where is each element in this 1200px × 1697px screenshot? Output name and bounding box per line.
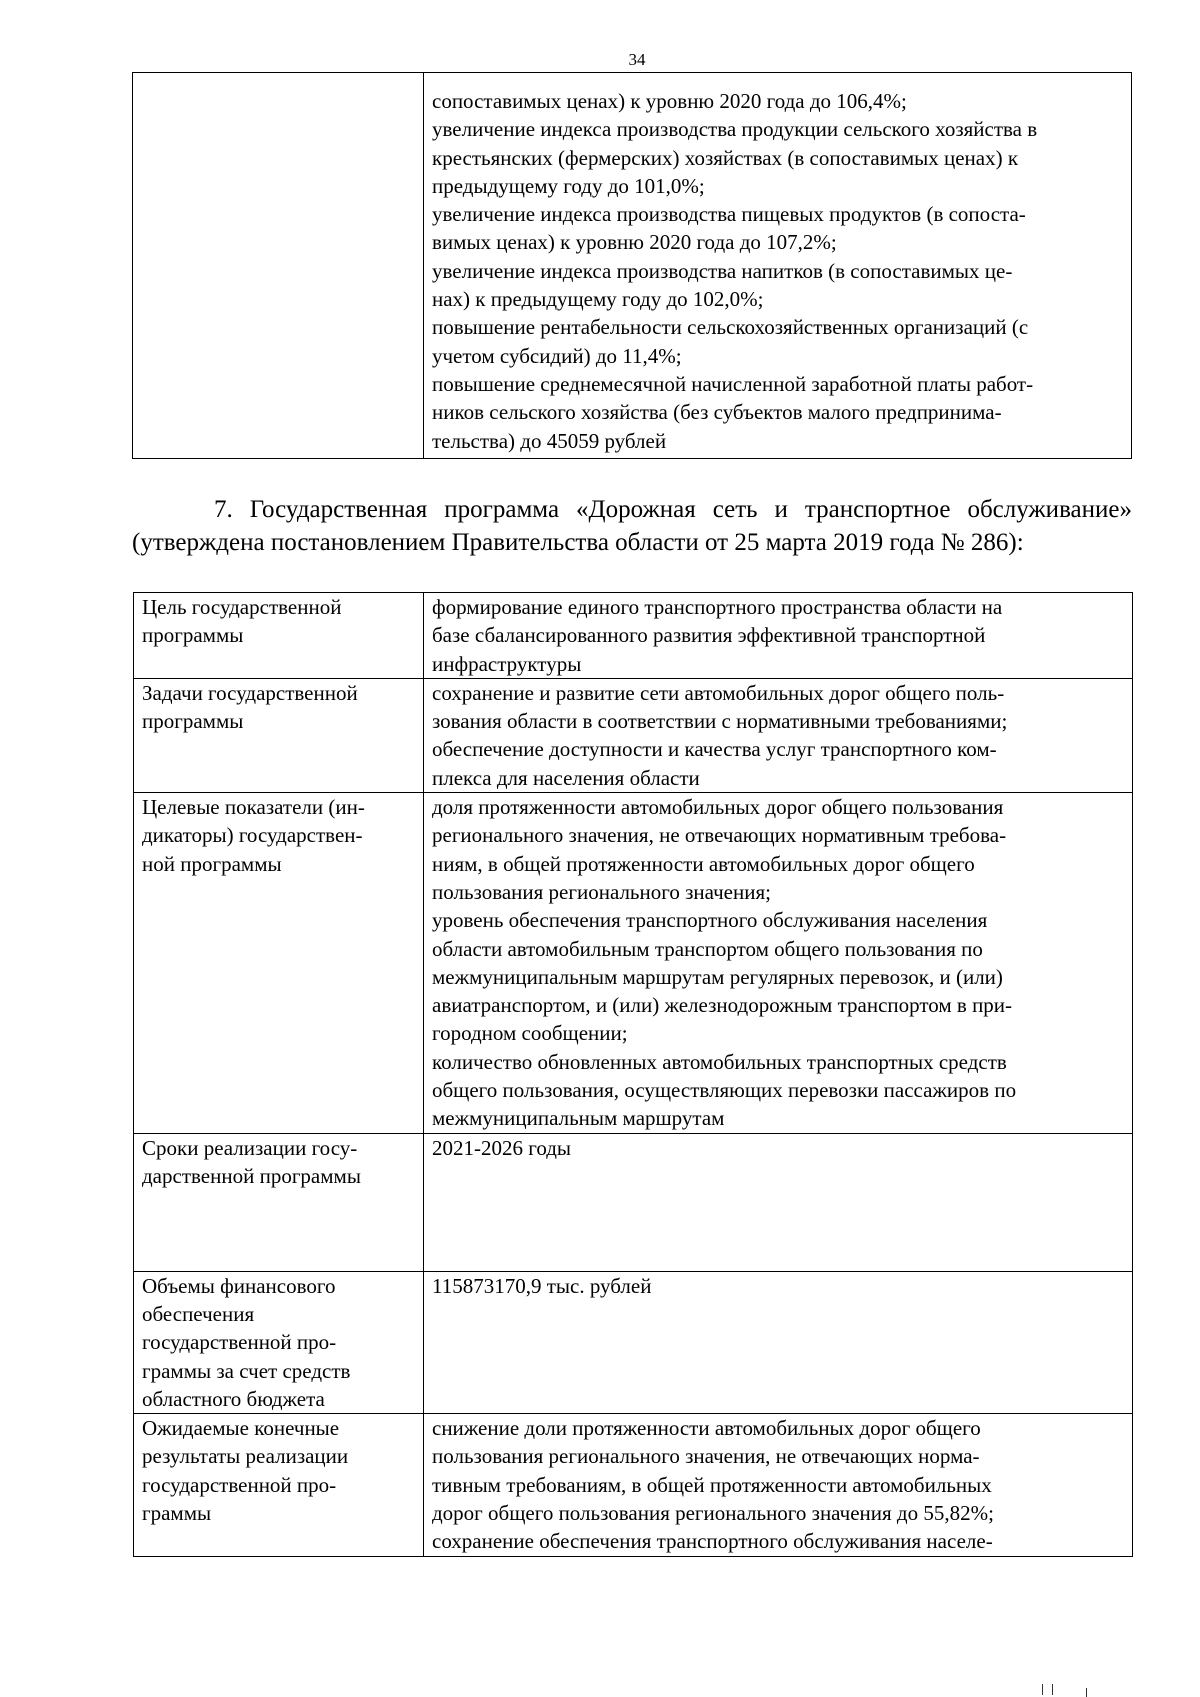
label-line: дарственной программы	[142, 1163, 361, 1188]
row-label	[134, 678, 424, 792]
value-line: инфраструктуры	[432, 651, 582, 676]
program-passport-table	[133, 592, 1133, 1557]
text-line: увеличение индекса производства напитков (в сопоставимых це-	[432, 258, 1013, 283]
row-label	[134, 1133, 424, 1271]
continuation-label-cell	[133, 73, 424, 459]
label-line: государственной про-	[142, 1472, 337, 1497]
continuation-table	[132, 72, 1132, 459]
value-line: сохранение и развитие сети автомобильных дорог общего поль-	[432, 680, 1005, 705]
row-label	[134, 1414, 424, 1556]
value-line: дорог общего пользования регионального значения до 55,82%;	[432, 1501, 994, 1526]
scan-mark	[1086, 1688, 1087, 1697]
label-line: программы	[142, 623, 244, 648]
page-number: 34	[628, 50, 646, 69]
label-line: областного бюджета	[142, 1386, 325, 1411]
row-value	[424, 678, 1133, 792]
value-line: обеспечение доступности и качества услуг транспортного ком-	[432, 737, 997, 762]
text-line: увеличение индекса производства продукции сельского хозяйства в	[432, 117, 1038, 142]
row-label	[134, 1271, 424, 1413]
label-line: государственной про-	[142, 1330, 337, 1355]
value-line: плекса для населения области	[432, 765, 700, 790]
value-line: доля протяженности автомобильных дорог общего пользования	[432, 795, 1004, 820]
table-row-terms	[134, 1133, 1133, 1271]
value-line: уровень обеспечения транспортного обслуживания населения	[432, 908, 988, 933]
row-value	[424, 1133, 1133, 1271]
text-line: сопоставимых ценах) к уровню 2020 года до 106,4%;	[432, 89, 907, 113]
table-row-results	[134, 1414, 1133, 1556]
text-line: предыдущему году до 101,0%;	[432, 173, 705, 198]
row-value	[424, 793, 1133, 1134]
value-line: базе сбалансированного развития эффективной транспортной	[432, 623, 986, 648]
value-line: 2021-2026 годы	[432, 1135, 572, 1160]
label-line: Сроки реализации госу-	[142, 1135, 358, 1160]
continuation-row	[133, 73, 1132, 459]
value-line: зования области в соответствии с нормативными требованиями;	[432, 709, 1008, 734]
label-line: граммы	[142, 1501, 212, 1526]
label-line: ной программы	[142, 851, 282, 876]
value-line: снижение доли протяженности автомобильных дорог общего	[432, 1416, 981, 1441]
label-line: Объемы финансового	[142, 1273, 336, 1298]
text-line: нах) к предыдущему году до 102,0%;	[432, 287, 764, 312]
row-label	[134, 793, 424, 1134]
section-heading: 7. Государственная программа «Дорожная сеть и транспортное обслуживание» (утверждена постановлением Правительства области от 25 марта 2019 года № 286):	[132, 496, 1132, 556]
text-line: ников сельского хозяйства (без субъектов малого предпринима-	[432, 400, 1002, 425]
row-value	[424, 1271, 1133, 1413]
row-label	[134, 593, 424, 679]
value-line: регионального значения, не отвечающих нормативным требова-	[432, 823, 1007, 848]
value-line: авиатранспортом, и (или) железнодорожным транспортом в при-	[432, 993, 1013, 1018]
text-line: учетом субсидий) до 11,4%;	[432, 343, 682, 368]
label-line: Цель государственной	[142, 595, 342, 619]
text-line: крестьянских (фермерских) хозяйствах (в сопоставимых ценах) к	[432, 145, 1019, 170]
value-line: тивным требованиям, в общей протяженности автомобильных	[432, 1472, 992, 1497]
value-line: ниям, в общей протяженности автомобильных дорог общего	[432, 851, 975, 876]
row-value	[424, 593, 1133, 679]
label-line: дикаторы) государствен-	[142, 823, 363, 848]
value-line: общего пользования, осуществляющих перевозки пассажиров по	[432, 1078, 1017, 1103]
label-line: Задачи государственной	[142, 680, 358, 705]
text-line: вимых ценах) к уровню 2020 года до 107,2%;	[432, 230, 837, 255]
continuation-value-cell	[424, 73, 1132, 459]
value-line: сохранение обеспечения транспортного обслуживания населе-	[432, 1529, 993, 1554]
value-line: области автомобильным транспортом общего пользования по	[432, 936, 983, 961]
value-line: 115873170,9 тыс. рублей	[432, 1273, 652, 1298]
label-line: результаты реализации	[142, 1444, 349, 1469]
text-line: тельства) до 45059 рублей	[432, 428, 667, 453]
text-line: повышение среднемесячной начисленной заработной платы работ-	[432, 371, 1034, 396]
scan-mark	[1052, 1684, 1053, 1695]
label-line: Целевые показатели (ин-	[142, 795, 365, 820]
table-row-tasks	[134, 678, 1133, 792]
table-row-funding	[134, 1271, 1133, 1413]
label-line: программы	[142, 709, 244, 734]
label-line: граммы за счет средств	[142, 1358, 351, 1383]
table-row-goal	[134, 593, 1133, 679]
label-line: обеспечения	[142, 1301, 255, 1326]
row-value	[424, 1414, 1133, 1556]
value-line: формирование единого транспортного пространства области на	[432, 595, 1003, 619]
value-line: межмуниципальным маршрутам регулярных перевозок, и (или)	[432, 964, 1003, 989]
scan-mark	[1042, 1684, 1043, 1695]
value-line: межмуниципальным маршрутам	[432, 1106, 725, 1131]
value-line: количество обновленных автомобильных транспортных средств	[432, 1049, 1007, 1074]
text-line: повышение рентабельности сельскохозяйственных организаций (с	[432, 315, 1029, 340]
table-row-indicators	[134, 793, 1133, 1134]
value-line: пользования регионального значения;	[432, 879, 771, 904]
label-line: Ожидаемые конечные	[142, 1416, 340, 1441]
value-line: пользования регионального значения, не отвечающих норма-	[432, 1444, 980, 1469]
value-line: городном сообщении;	[432, 1021, 628, 1046]
text-line: увеличение индекса производства пищевых продуктов (в сопоста-	[432, 202, 1026, 227]
